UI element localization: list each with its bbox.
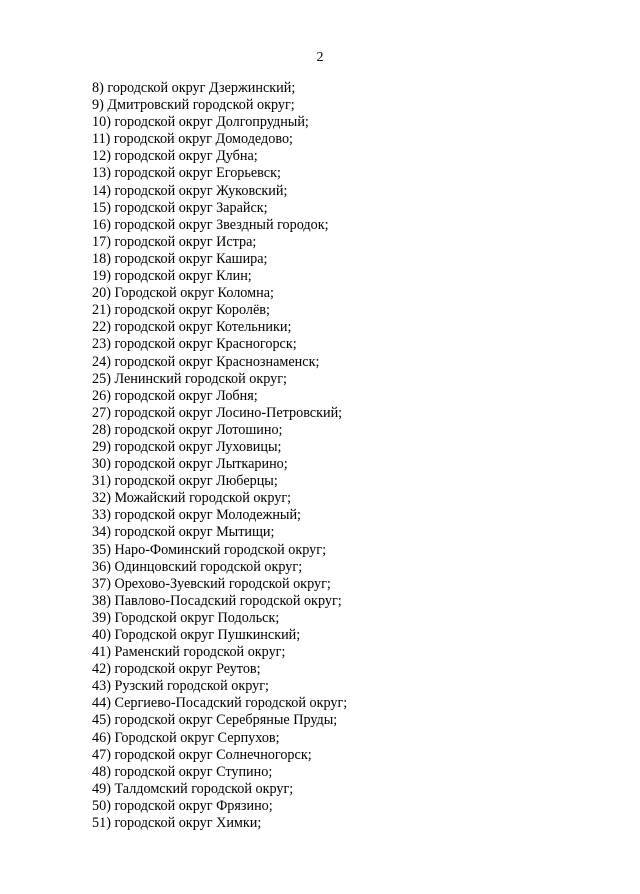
list-item: 8) городской округ Дзержинский;	[92, 80, 296, 96]
list-item: 19) городской округ Клин;	[92, 268, 252, 285]
list-item: 15) городской округ Зарайск;	[92, 199, 268, 216]
list-item: 21) городской округ Королёв;	[92, 302, 270, 319]
list-item: 34) городской округ Мытищи;	[92, 524, 275, 541]
list-item: 46) Городской округ Серпухов;	[92, 729, 280, 746]
list-item: 31) городской округ Люберцы;	[92, 473, 278, 490]
list-item: 41) Раменский городской округ;	[92, 644, 286, 661]
list-item: 37) Орехово-Зуевский городской округ;	[92, 575, 331, 592]
list-item: 30) городской округ Лыткарино;	[92, 456, 288, 473]
list-item: 17) городской округ Истра;	[92, 233, 257, 250]
list-item: 39) Городской округ Подольск;	[92, 609, 280, 626]
list-item: 35) Наро-Фоминский городской округ;	[92, 541, 327, 558]
list-item: 42) городской округ Реутов;	[92, 661, 261, 678]
district-list	[92, 80, 347, 832]
list-item: 32) Можайский городской округ;	[92, 490, 292, 507]
list-item: 16) городской округ Звездный городок;	[92, 216, 329, 233]
list-item: 40) Городской округ Пушкинский;	[92, 627, 301, 643]
list-item: 43) Рузский городской округ;	[92, 678, 269, 695]
list-item: 10) городской округ Долгопрудный;	[92, 114, 309, 131]
list-item: 48) городской округ Ступино;	[92, 763, 273, 780]
list-item: 11) городской округ Домодедово;	[92, 131, 293, 148]
page-number: 2	[316, 50, 324, 65]
list-item: 47) городской округ Солнечногорск;	[92, 746, 312, 763]
list-item: 22) городской округ Котельники;	[92, 319, 292, 336]
list-item: 49) Талдомский городской округ;	[92, 780, 294, 797]
list-item: 12) городской округ Дубна;	[92, 148, 258, 165]
list-item: 18) городской округ Кашира;	[92, 250, 268, 267]
list-item: 24) городской округ Краснознаменск;	[92, 353, 320, 370]
list-item: 44) Сергиево-Посадский городской округ;	[92, 695, 348, 712]
list-item: 36) Одинцовский городской округ;	[92, 558, 303, 575]
list-item: 51) городской округ Химки;	[92, 815, 262, 832]
list-item: 38) Павлово-Посадский городской округ;	[92, 592, 342, 609]
list-item: 26) городской округ Лобня;	[92, 387, 258, 404]
list-item: 14) городской округ Жуковский;	[92, 182, 288, 199]
list-item: 50) городской округ Фрязино;	[92, 797, 273, 814]
list-item: 23) городской округ Красногорск;	[92, 336, 297, 353]
list-item: 13) городской округ Егорьевск;	[92, 165, 281, 182]
list-item: 33) городской округ Молодежный;	[92, 507, 301, 524]
list-item: 28) городской округ Лотошино;	[92, 421, 283, 438]
list-item: 25) Ленинский городской округ;	[92, 370, 287, 387]
list-item: 9) Дмитровский городской округ;	[92, 97, 295, 114]
list-item: 20) Городской округ Коломна;	[92, 285, 274, 302]
list-item: 45) городской округ Серебряные Пруды;	[92, 712, 338, 729]
list-item: 29) городской округ Луховицы;	[92, 438, 282, 455]
list-item: 27) городской округ Лосино-Петровский;	[92, 404, 343, 421]
